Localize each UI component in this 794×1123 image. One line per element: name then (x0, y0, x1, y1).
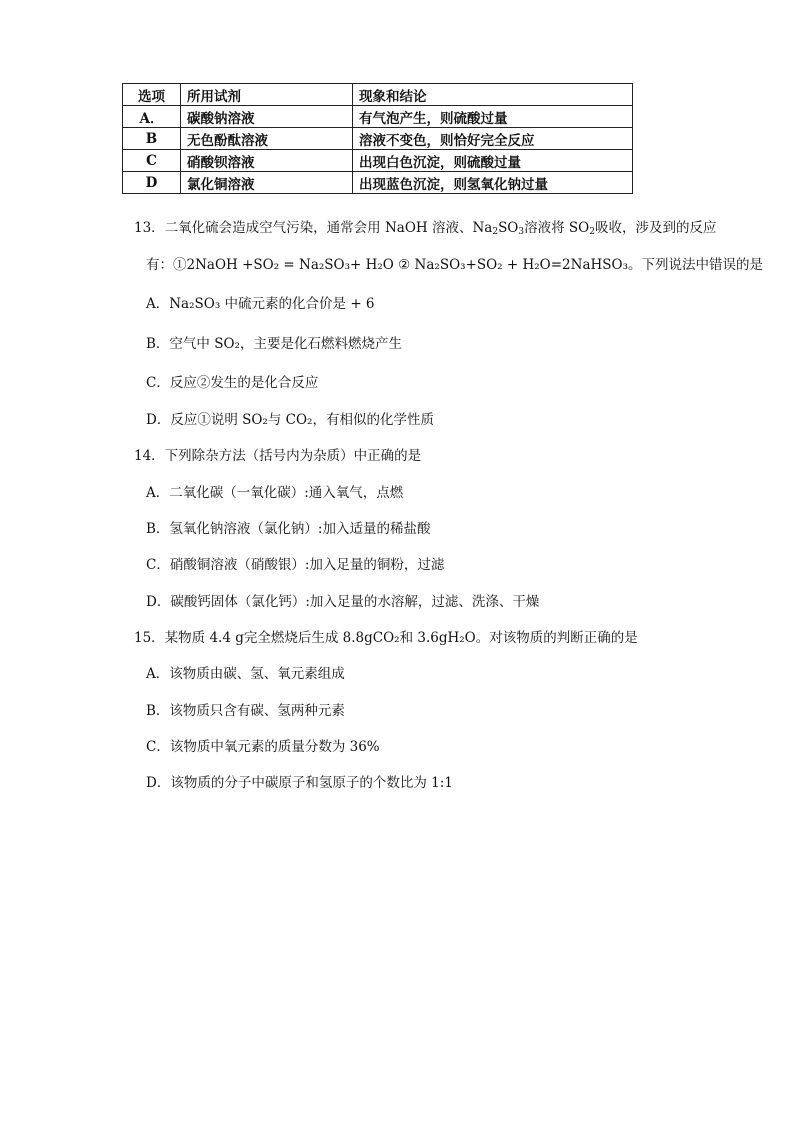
table-cell: 碳酸钠溶液 (181, 106, 353, 128)
options-table (122, 83, 633, 194)
question-15-option-a: A．该物质由碳、氢、氧元素组成 (146, 666, 345, 682)
question-15-option-b: B．该物质只含有碳、氢两种元素 (146, 703, 345, 719)
question-13-option-c: C．反应②发生的是化合反应 (146, 375, 319, 391)
question-13-line-1: 13．二氧化硫会造成空气污染，通常会用 NaOH 溶液、$Na_2SO_3$溶液将 $SO_2$吸收，涉及到的反应 (134, 220, 717, 237)
table-row (123, 106, 633, 128)
table-cell: 氯化铜溶液 (181, 172, 353, 194)
table-header-row (123, 84, 633, 106)
table-cell: B (123, 128, 181, 150)
table-header-cell: 现象和结论 (353, 84, 633, 106)
question-14-option-a: A．二氧化碳（一氧化碳）:通入氧气，点燃 (146, 485, 404, 501)
question-13-text-a: 13．二氧化硫会造成空气污染，通常会用 NaOH 溶液、Na (134, 220, 493, 236)
table-cell: C (123, 150, 181, 172)
question-14-option-c: C．硝酸铜溶液（硝酸银）:加入足量的铜粉，过滤 (146, 557, 445, 573)
question-13-text-b: SO (498, 220, 519, 236)
table-cell: A． (123, 106, 181, 128)
table-cell: 出现白色沉淀，则硫酸过量 (353, 150, 633, 172)
options-table-wrapper (122, 83, 632, 194)
question-15-option-d: D．该物质的分子中碳原子和氢原子的个数比为 1:1 (146, 775, 453, 791)
table-header-cell: 选项 (123, 84, 181, 106)
table-cell: 溶液不变色，则恰好完全反应 (353, 128, 633, 150)
table-cell: 无色酚酞溶液 (181, 128, 353, 150)
table-row (123, 150, 633, 172)
question-13-option-a: A．Na₂SO₃ 中硫元素的化合价是 + 6 (146, 296, 375, 312)
table-cell: 出现蓝色沉淀，则氢氧化钠过量 (353, 172, 633, 194)
table-cell: 硝酸钡溶液 (181, 150, 353, 172)
table-cell: D (123, 172, 181, 194)
question-13-text-d: 吸收，涉及到的反应 (594, 220, 717, 236)
question-13-text-c: 溶液将 SO (524, 220, 590, 236)
table-row (123, 128, 633, 150)
question-13-option-b: B．空气中 SO₂，主要是化石燃料燃烧产生 (146, 336, 402, 352)
table-cell: 有气泡产生，则硫酸过量 (353, 106, 633, 128)
question-14-option-b: B．氢氧化钠溶液（氯化钠）:加入适量的稀盐酸 (146, 521, 431, 537)
question-13-option-d: D．反应①说明 SO₂与 CO₂，有相似的化学性质 (146, 412, 434, 428)
question-14-title: 14．下列除杂方法（括号内为杂质）中正确的是 (134, 448, 422, 464)
question-14-option-d: D．碳酸钙固体（氯化钙）:加入足量的水溶解，过滤、洗涤、干燥 (146, 594, 540, 610)
question-13-line-2: 有：①2NaOH +SO₂ = Na₂SO₃+ H₂O ② Na₂SO₃+SO₂ + H₂O=2NaHSO₃。下列说法中错误的是 (146, 257, 764, 273)
table-row (123, 172, 633, 194)
question-15-option-c: C．该物质中氧元素的质量分数为 36% (146, 739, 380, 755)
table-header-cell: 所用试剂 (181, 84, 353, 106)
question-15-title: 15．某物质 4.4 g完全燃烧后生成 8.8gCO₂和 3.6gH₂O。对该物质的判断正确的是 (134, 630, 638, 646)
